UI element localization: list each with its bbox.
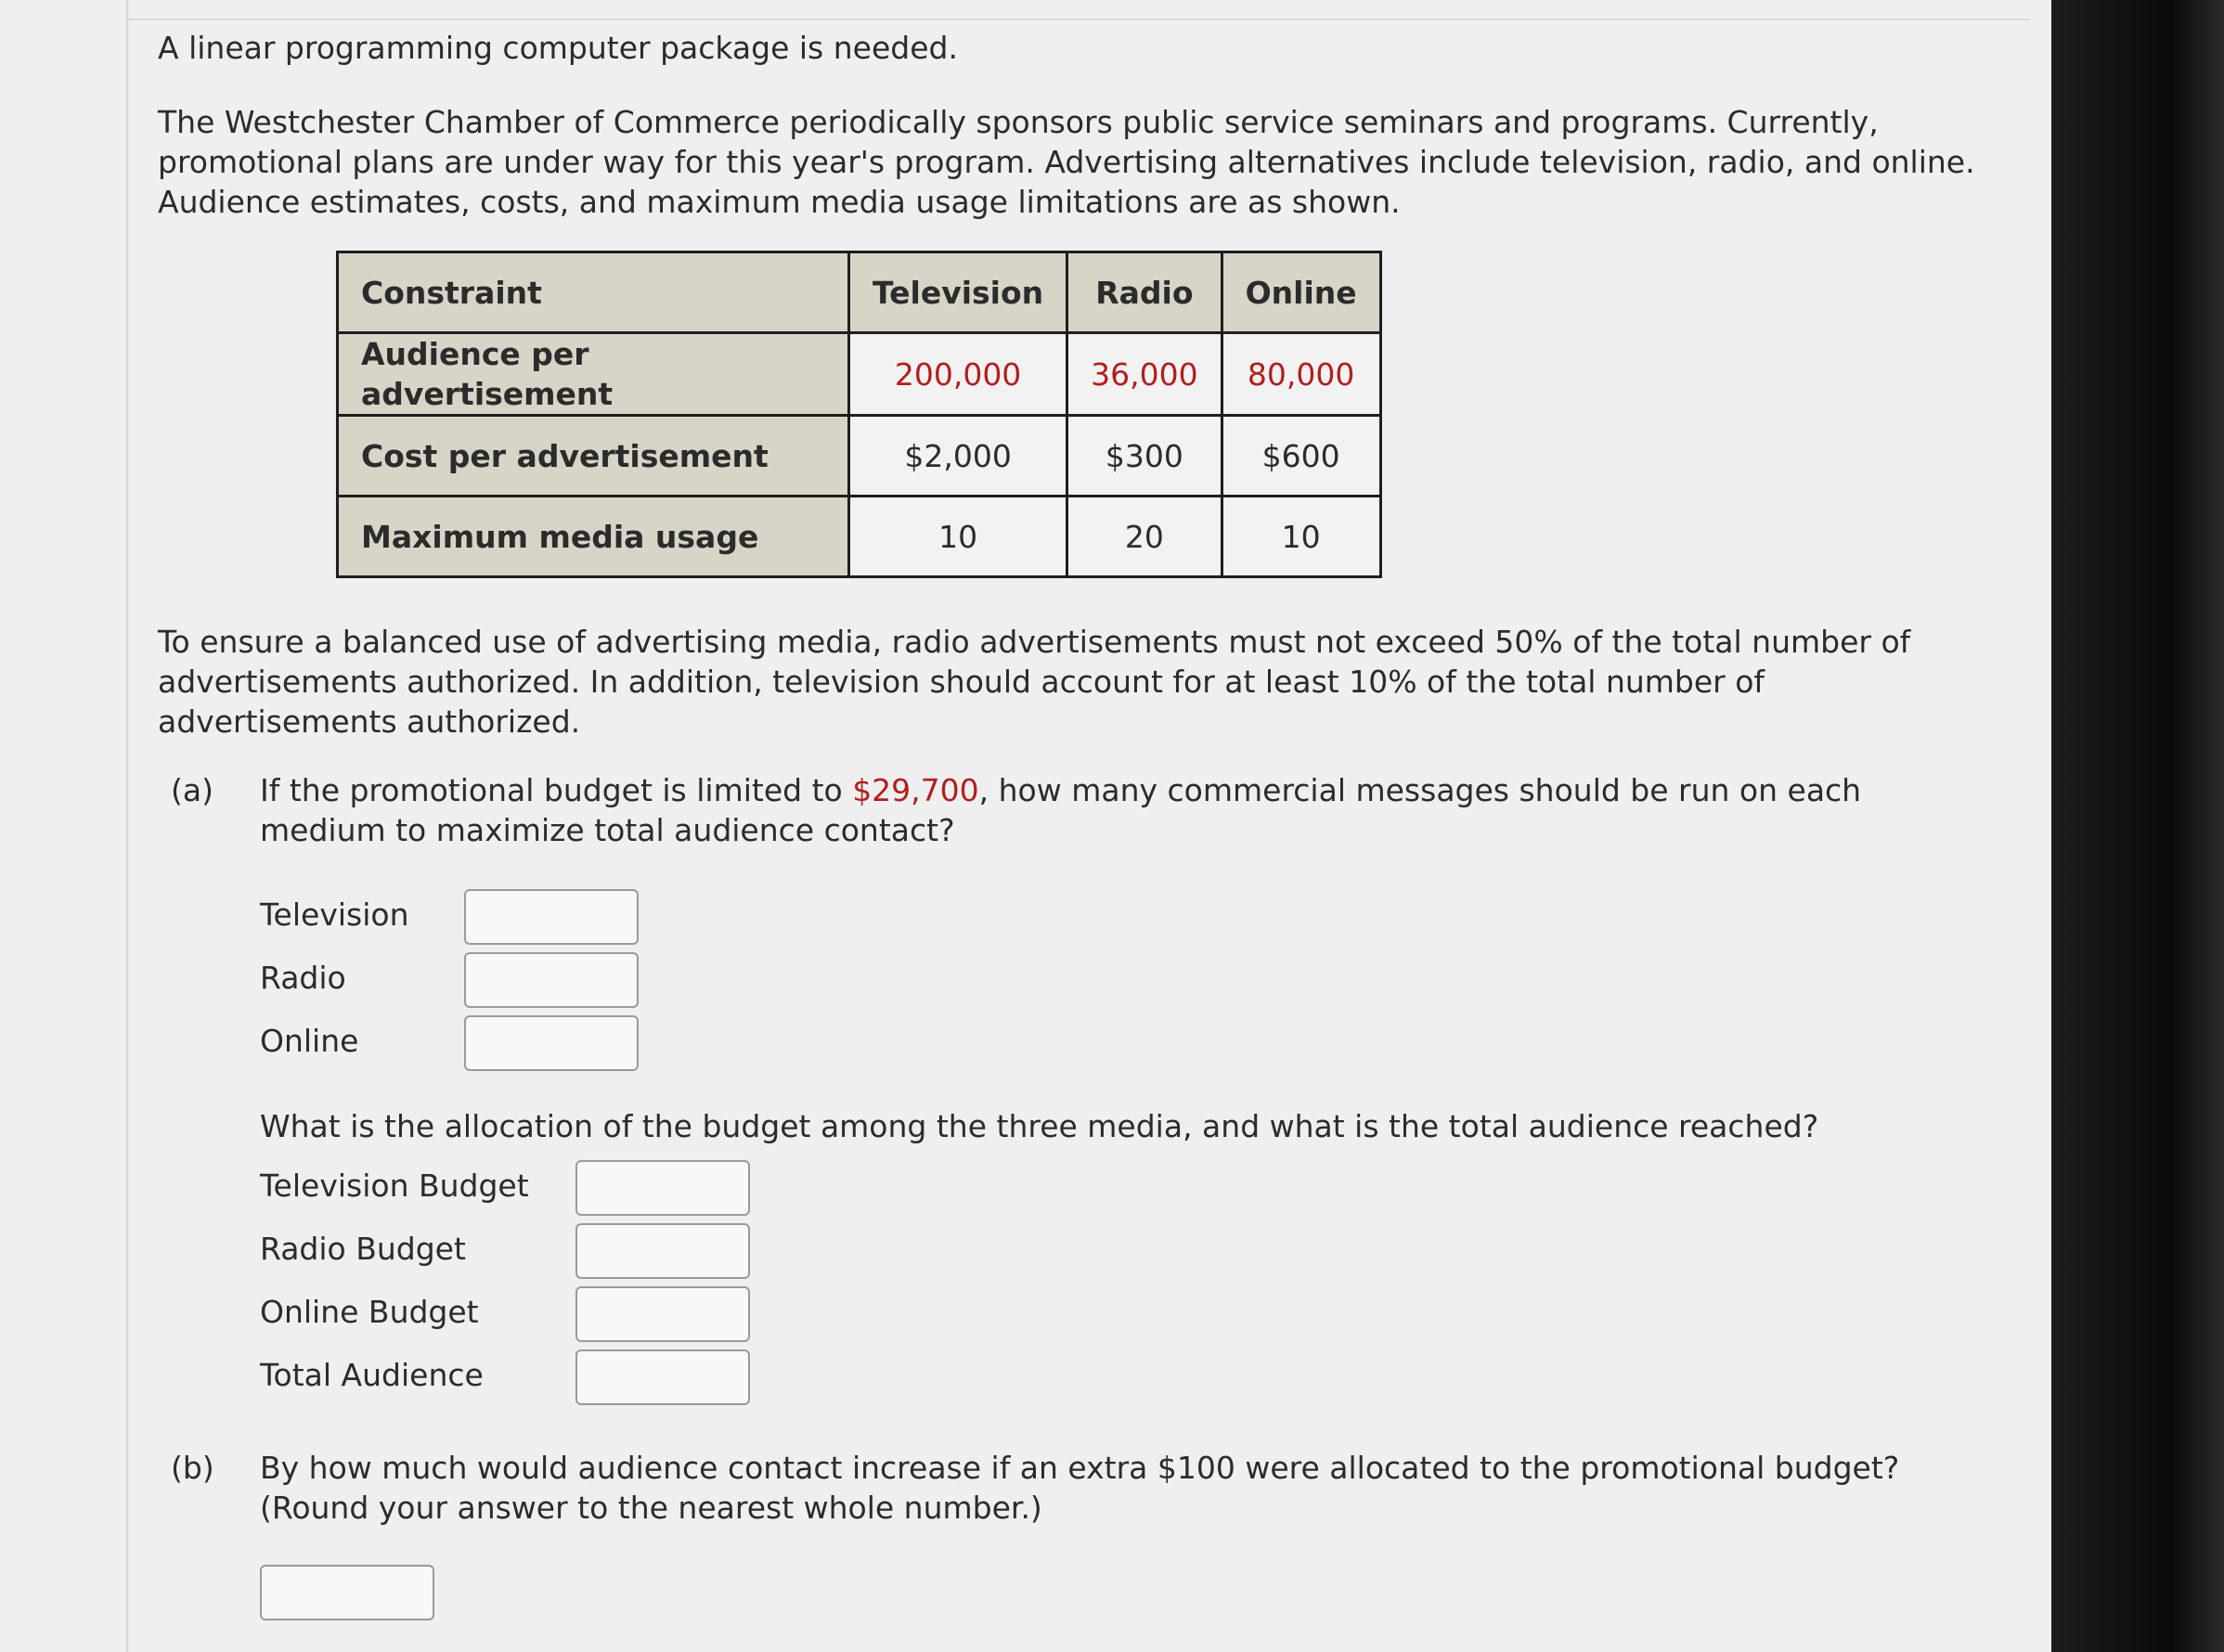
intro-text: A linear programming computer package is needed. [158,30,958,66]
part-a-question [260,770,1986,850]
left-border [126,0,128,1652]
header-television: Television [849,252,1067,333]
constraints-description: To ensure a balanced use of advertising media, radio advertisements must not exceed 50% of the total number of advertisements authorized. In addition, television should account for at least 10% of the total number of advertisements authorized. [158,624,1911,740]
radio-input[interactable] [464,952,639,1008]
budget-value: $29,700 [852,772,979,808]
part-b-question: By how much would audience contact increase if an extra $100 were allocated to the promotional budget? (Round your answer to the nearest whole number.) [260,1450,1900,1526]
header-online: Online [1222,252,1380,333]
radio-budget-label: Radio Budget [260,1231,466,1267]
table-row [338,497,1381,577]
media-table [336,251,1382,578]
television-budget-label: Television Budget [260,1168,529,1204]
part-a-question-2: What is the allocation of the budget among the three media, and what is the total audience reached? [260,1108,1819,1144]
row-label: Cost per advertisement [338,416,849,497]
television-label: Television [260,897,409,933]
header-constraint: Constraint [338,252,849,333]
online-budget-input[interactable] [575,1286,750,1342]
part-b-tag: (b) [171,1450,214,1486]
radio-budget-input[interactable] [575,1223,750,1279]
table-row [338,416,1381,497]
table-cell: 10 [849,497,1067,577]
online-input[interactable] [464,1015,639,1071]
part-b-answer-input[interactable] [260,1565,434,1620]
online-budget-label: Online Budget [260,1294,479,1330]
part-a-tag: (a) [171,772,213,808]
row-label: Audience per advertisement [338,333,849,416]
row-label: Maximum media usage [338,497,849,577]
table-header-row [338,252,1381,333]
monitor-bezel [2051,0,2224,1652]
table-cell: $600 [1222,416,1380,497]
table-cell: 10 [1222,497,1380,577]
radio-label: Radio [260,960,346,996]
online-label: Online [260,1023,359,1059]
table-cell: 36,000 [1067,333,1222,416]
table-cell: 20 [1067,497,1222,577]
top-border [126,19,2029,20]
table-cell: $2,000 [849,416,1067,497]
question-text: If the promotional budget is limited to [260,772,853,808]
total-audience-label: Total Audience [260,1357,484,1393]
table-row [338,333,1381,416]
header-radio: Radio [1067,252,1222,333]
problem-description: The Westchester Chamber of Commerce periodically sponsors public service seminars and programs. Currently, promotional plans are under way for this year's program. Advertising alternatives include television, radio, and online. Audience estimates, costs, and maximum media usage limitations are as shown. [158,104,1975,220]
television-input[interactable] [464,889,639,945]
table-cell: 200,000 [849,333,1067,416]
television-budget-input[interactable] [575,1160,750,1216]
table-cell: $300 [1067,416,1222,497]
table-cell: 80,000 [1222,333,1380,416]
question-text: , how many commercial messages should be run on each medium to maximize total audience contact? [260,772,1862,848]
total-audience-input[interactable] [575,1349,750,1405]
